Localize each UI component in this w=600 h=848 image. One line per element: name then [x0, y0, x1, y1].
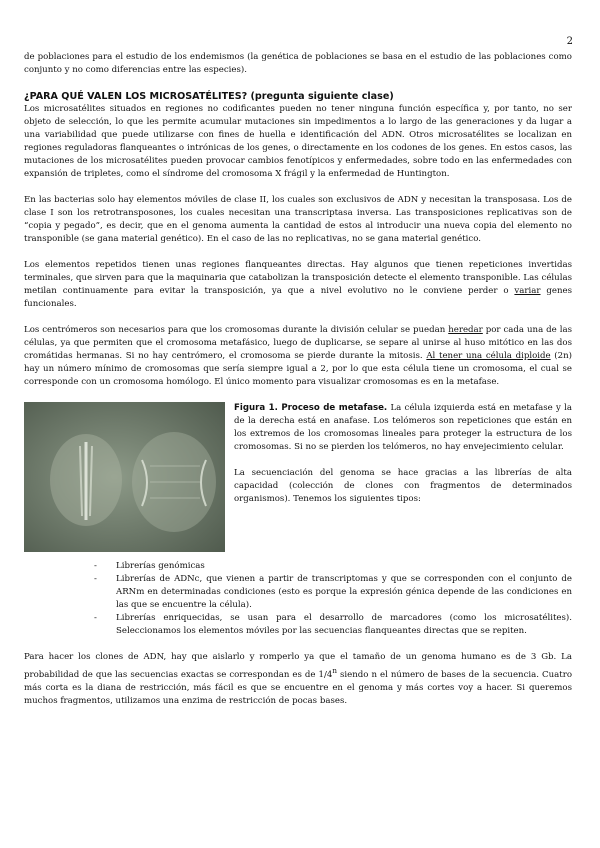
centromeres-text-1: Los centrómeros son necesarios para que los cromosomas durante la división celular se puedan — [24, 325, 449, 335]
dna-clones-paragraph — [24, 651, 572, 708]
list-item: - Librerías de ADNc, que vienen a partir de transcriptomas y que se corresponden con el conjunto de ARNm en determinadas condiciones (esto es porque la expresión génica depende de las condiciones en las que se encuentre la célula). — [94, 573, 572, 612]
list-item: - Librerías genómicas — [94, 560, 572, 573]
underlined-word-variar: variar — [514, 286, 541, 296]
centromeres-text-3: (2n) hay un número mínimo de cromosomas que sería siempre igual a 2, por lo que esta célula tiene un cromosoma, el cual se corresponde con un cromosoma homólogo. El único momento para visualizar cromosomas es en la metafase. — [24, 351, 572, 387]
list-item: - Librerías enriquecidas, se usan para el desarrollo de marcadores (como los microsatélites). Seleccionamos los elementos móviles por las secuencias flanqueantes directas que se repiten. — [94, 612, 572, 638]
figure-caption-text: La célula izquierda está en metafase y la de la derecha está en anafase. Los telómeros son repeticiones que están en los extremos de los cromosomas lineales para proteger la estructura de los cromosomas. Si no se pierden los telómeros, no hay envejecimiento celular. — [234, 403, 572, 452]
intro-paragraph: de poblaciones para el estudio de los endemismos (la genética de poblaciones se basa en el estudio de las poblaciones como conjunto y no como diferencias entre las especies). — [24, 52, 572, 75]
centromeres-text-2: por cada una de las células, ya que permiten que el cromosoma metafásico, luego de duplicarse, se separe al unirse al huso mitótico en las dos cromátidas hermanas. Si no hay centrómero, el cromosoma se pierde durante la mitosis. — [24, 325, 572, 361]
clones-text-2: siendo n el número de bases de la secuencia. Cuatro más corta es la diana de restricción, más fácil es que se encuentre en el genoma y más cortes voy a hacer. Si queremos muchos fragmentos, utilizamos una enzima de restricción de pocas bases. — [24, 669, 572, 706]
document-body — [24, 51, 572, 708]
transposons-paragraph: En las bacterias solo hay elementos móviles de clase II, los cuales son exclusivos de ADN y necesitan la transposasa. Los de clase I son los retrotransposones, los cuales necesitan una transcriptasa inversa. Las transposiciones replicativas son de “copia y pegado”, es decir, que en el genoma aumenta la cantidad de estos al introducir una nueva copia del elemento no transponible (se gana material genético). En el caso de las no replicativas, no se gana material genético. — [24, 195, 572, 244]
underlined-word-heredar: heredar — [448, 325, 483, 335]
page-number: 2 — [566, 36, 573, 47]
metaphase-micrograph — [24, 402, 225, 552]
repeated-text-1: Los elementos repetidos tienen unas regiones flanqueantes directas. Hay algunos que tienen repeticiones invertidas terminales, que sirven para que la maquinaria que catabolizan la transposición detecte el elemento transponible. Las células metilan continuamente para evitar la transposición, ya que a nivel evolutivo no le conviene perder o — [24, 260, 572, 296]
repeated-elements-paragraph — [24, 259, 572, 311]
library-types-list — [94, 560, 572, 638]
centromeres-paragraph — [24, 324, 572, 389]
figure-caption-title: Figura 1. Proceso de metafase. — [234, 403, 388, 413]
microsatellites-paragraph: Los microsatélites situados en regiones no codificantes pueden no tener ninguna función específica y, por tanto, no ser objeto de selección, lo que les permite acumular mutaciones sin impedimentos a lo largo de las generaciones y da lugar a una variabilidad que puede utilizarse con fines de huella e identificación del ADN. Otros microsatélites se localizan en regiones reguladoras flanqueantes o intrónicas de los genes, o directamente en los codones de los genes. En estos casos, las mutaciones de los microsatélites pueden provocar cambios fenotípicos y enfermedades, sobre todo en las enfermedades con expansión de tripletes, como el síndrome del cromosoma X frágil y la enfermedad de Huntington. — [24, 104, 572, 179]
figure-caption — [234, 402, 572, 454]
figure-caption-area — [234, 402, 572, 506]
clones-text-1: Para hacer los clones de ADN, hay que aislarlo y romperlo ya que el tamaño de un genoma humano es de 3 Gb. La probabilidad de que las secuencias exactas se correspondan es de 1/4 — [24, 652, 572, 680]
underlined-phrase-diploide: Al tener una célula diploide — [426, 351, 551, 361]
section-heading: ¿PARA QUÉ VALEN LOS MICROSATÉLITES? (pregunta siguiente clase) — [24, 91, 394, 102]
repeated-text-2: genes funcionales. — [24, 286, 572, 309]
sequencing-paragraph: La secuenciación del genoma se hace gracias a las librerías de alta capacidad (colección de clones con fragmentos de determinados organismos). Tenemos los siguientes tipos: — [234, 468, 572, 504]
figure-block — [24, 402, 572, 560]
exponent-n: n — [332, 666, 337, 675]
